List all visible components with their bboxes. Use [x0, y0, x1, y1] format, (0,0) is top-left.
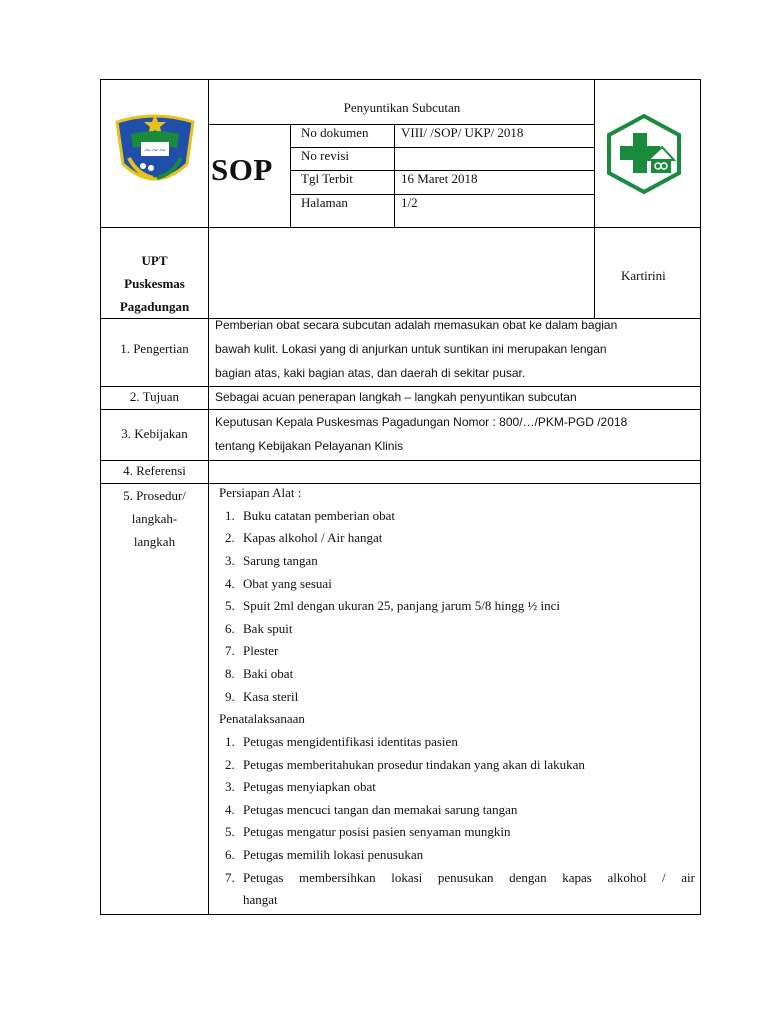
- signer-name: Kartirini: [621, 268, 666, 283]
- unit-name: UPT Puskesmas Pagadungan: [119, 253, 190, 314]
- no-dokumen-value: VIII/ /SOP/ UKP/ 2018: [401, 125, 524, 140]
- list-item: 2. Kapas alkohol / Air hangat: [225, 530, 383, 545]
- list-item: 4. Obat yang sesuai: [225, 576, 332, 591]
- list-item: 8. Baki obat: [225, 666, 294, 681]
- list-item: 6. Petugas memilih lokasi penusukan: [225, 847, 424, 862]
- list-item: 9. Kasa steril: [225, 689, 299, 704]
- tgl-terbit-value: 16 Maret 2018: [401, 171, 478, 186]
- persiapan-alat-heading: Persiapan Alat :: [219, 485, 302, 500]
- pengertian-text: Pemberian obat secara subcutan adalah memasukan obat ke dalam bagian bawah kulit. Lokasi yang di anjurkan untuk suntikan ini merupakan lengan bagian atas, kaki bagian atas, dan daerah di sekitar pusar.: [215, 318, 618, 380]
- list-item: 5. Spuit 2ml dengan ukuran 25, panjang jarum 5/8 hingg ½ inci: [225, 598, 561, 613]
- list-item: 4. Petugas mencuci tangan dan memakai sarung tangan: [225, 802, 518, 817]
- tgl-terbit-label: Tgl Terbit: [301, 171, 353, 186]
- halaman-label: Halaman: [301, 195, 348, 210]
- list-item: 7. Petugas membersihkan lokasi penusukan dengan kapas alkohol / air: [225, 870, 695, 885]
- no-revisi-label: No revisi: [301, 148, 350, 163]
- sop-header-table: [100, 79, 701, 228]
- regional-emblem-logo: [113, 112, 197, 192]
- no-dokumen-label: No dokumen: [301, 125, 369, 140]
- list-item: 7. Plester: [225, 643, 279, 658]
- penatalaksanaan-heading: Penatalaksanaan: [219, 711, 305, 726]
- list-item: 1. Buku catatan pemberian obat: [225, 508, 395, 523]
- tujuan-text: Sebagai acuan penerapan langkah – langkah penyuntikan subcutan: [215, 390, 577, 404]
- list-item: 5. Petugas mengatur posisi pasien senyaman mungkin: [225, 824, 511, 839]
- pengertian-label: 1. Pengertian: [120, 341, 189, 356]
- svg-text:~~~: ~~~: [143, 146, 167, 156]
- prosedur-label: 5. Prosedur/ langkah- langkah: [123, 488, 186, 549]
- list-item: 2. Petugas memberitahukan prosedur tindakan yang akan di lakukan: [225, 757, 585, 772]
- referensi-label: 4. Referensi: [123, 463, 186, 478]
- halaman-value: 1/2: [401, 195, 418, 210]
- sop-content-table: [100, 227, 701, 915]
- tujuan-label: 2. Tujuan: [129, 389, 180, 404]
- list-item: 1. Petugas mengidentifikasi identitas pasien: [225, 734, 458, 749]
- puskesmas-logo: [604, 114, 684, 194]
- kebijakan-label: 3. Kebijakan: [121, 426, 188, 441]
- document-title: Penyuntikan Subcutan: [343, 100, 461, 115]
- sop-label: SOP: [211, 152, 273, 187]
- kebijakan-text: Keputusan Kepala Puskesmas Pagadungan Nomor : 800/…/PKM-PGD /2018 tentang Kebijakan Pelayanan Klinis: [215, 415, 628, 453]
- list-item: 3. Sarung tangan: [225, 553, 318, 568]
- list-item-continuation: hangat: [243, 892, 278, 907]
- list-item: 3. Petugas menyiapkan obat: [225, 779, 376, 794]
- list-item: 6. Bak spuit: [225, 621, 293, 636]
